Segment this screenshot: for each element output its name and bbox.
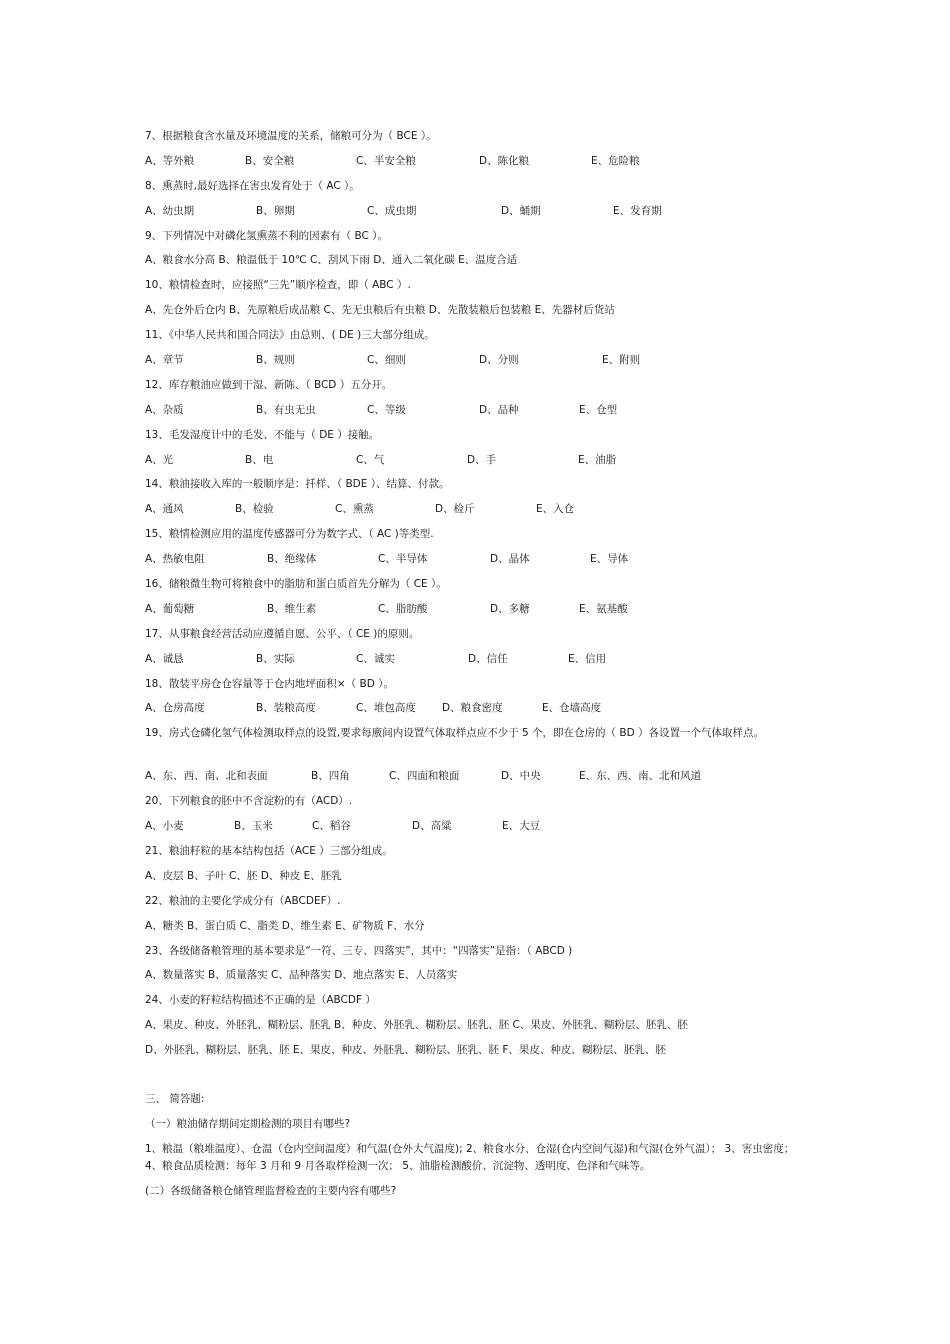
option-text: C、稻谷 — [312, 820, 351, 833]
option-text: B、玉米 — [234, 820, 273, 833]
options-row — [145, 402, 810, 419]
option-text: D、高粱 — [412, 820, 452, 833]
blank-line — [145, 750, 810, 768]
option-text: B、检验 — [235, 503, 274, 516]
text-line: A、糖类 B、蛋白质 C、脂类 D、维生素 E、矿物质 F、水分 — [145, 919, 425, 932]
text-line: 13、毛发湿度计中的毛发、不能与（ DE ）接触。 — [145, 428, 380, 441]
options-row — [145, 501, 810, 518]
option-text: E、仓型 — [579, 403, 618, 416]
option-text: C、四面和粮面 — [389, 770, 460, 783]
text-line: 18、散装平房仓仓容量等于仓内地坪面积×（ BD ）。 — [145, 677, 394, 690]
text-line: 21、粮油籽粒的基本结构包括（ACE ）三部分组成。 — [145, 844, 393, 857]
text-line: 17、从事粮食经营活动应遵循自愿、公平、（ CE )的原则。 — [145, 627, 420, 640]
option-text: A、章节 — [145, 354, 184, 367]
option-text: D、晶体 — [490, 553, 530, 566]
option-text: E、仓墙高度 — [542, 702, 602, 715]
options-row — [145, 768, 810, 785]
option-text: C、熏蒸 — [335, 503, 374, 516]
text-line: 24、小麦的籽粒结构描述不正确的是（ABCDF ） — [145, 994, 376, 1007]
option-text: A、热敏电阻 — [145, 553, 205, 566]
option-text: D、手 — [467, 453, 497, 466]
options-row — [145, 651, 810, 668]
text-line: 15、粮情检测应用的温度传感器可分为数字式、（ AC )等类型. — [145, 528, 434, 541]
option-text: D、粮食密度 — [442, 702, 503, 715]
option-text: C、半导体 — [378, 553, 428, 566]
option-text: E、油脂 — [578, 453, 617, 466]
options-row — [145, 700, 810, 717]
option-text: D、陈化粮 — [479, 154, 530, 167]
option-text: A、仓房高度 — [145, 702, 205, 715]
option-text: B、有虫无虫 — [256, 403, 316, 416]
option-text: A、小麦 — [145, 820, 184, 833]
option-text: B、实际 — [256, 652, 295, 665]
option-text: C、成虫期 — [367, 204, 417, 217]
text-line: A、数量落实 B、质量落实 C、品种落实 D、地点落实 E、人员落实 — [145, 969, 458, 982]
document-body — [145, 128, 810, 1208]
option-text: E、危险粮 — [591, 154, 640, 167]
text-line: (二）各级储备粮仓储管理监督检查的主要内容有哪些? — [145, 1184, 397, 1197]
option-text: C、气 — [356, 453, 385, 466]
text-line: D、外胚乳、糊粉层、胚乳、胚 E、果皮、种皮、外胚乳、糊粉层、胚乳、胚 F、果皮、种皮、糊粉层、胚乳、胚 — [145, 1044, 666, 1057]
option-text: E、导体 — [590, 553, 629, 566]
option-text: E、氨基酸 — [579, 602, 628, 615]
option-text: D、中央 — [501, 770, 541, 783]
text-line: 22、粮油的主要化学成分有（ABCDEF）. — [145, 894, 341, 907]
options-row — [145, 551, 810, 568]
option-text: B、卵期 — [256, 204, 295, 217]
option-text: E、信用 — [568, 652, 607, 665]
option-text: B、绝缘体 — [267, 553, 317, 566]
option-text: E、发育期 — [613, 204, 662, 217]
text-line: 16、储粮微生物可将粮食中的脂肪和蛋白质首先分解为（ CE ）。 — [145, 578, 447, 591]
option-text: D、检斤 — [435, 503, 475, 516]
option-text: A、诚恳 — [145, 652, 184, 665]
blank-line — [145, 1067, 810, 1091]
option-text: A、葡萄糖 — [145, 602, 195, 615]
options-row — [145, 818, 810, 835]
options-row — [145, 203, 810, 220]
option-text: B、安全粮 — [245, 154, 295, 167]
text-line: A、皮层 B、子叶 C、胚 D、种皮 E、胚乳 — [145, 869, 342, 882]
text-line: 三、 简答题: — [145, 1092, 205, 1105]
option-text: B、维生素 — [267, 602, 317, 615]
option-text: A、等外粮 — [145, 154, 195, 167]
option-text: A、幼虫期 — [145, 204, 195, 217]
text-line: 9、下列情况中对磷化氢熏蒸不利的因素有（ BC ）。 — [145, 229, 388, 242]
text-line: A、先仓外后仓内 B、先原粮后成品粮 C、先无虫粮后有虫粮 D、先散装粮后包装粮 E、先器材后货站 — [145, 304, 615, 317]
text-line: 19、房式仓磷化氢气体检测取样点的设置,要求每廒间内设置气体取样点应不少于 5 个，即在仓房的（ BD ）各设置一个气体取样点。 — [145, 727, 765, 740]
option-text: E、入仓 — [536, 503, 575, 516]
option-text: B、规则 — [256, 354, 295, 367]
option-text: C、诚实 — [356, 652, 395, 665]
option-text: A、杂质 — [145, 403, 184, 416]
option-text: E、大豆 — [502, 820, 541, 833]
option-text: D、分则 — [479, 354, 519, 367]
text-line: 14、粮油接收入库的一般顺序是：扦样、（ BDE ）、结算、付款。 — [145, 478, 450, 491]
options-row — [145, 153, 810, 170]
option-text: B、装粮高度 — [256, 702, 316, 715]
text-line: 20、下列粮食的胚中不含淀粉的有（ACD）. — [145, 795, 353, 808]
option-text: A、东、西、南、北和表面 — [145, 770, 268, 783]
answer-paragraph: 1、粮温（粮堆温度）、仓温（仓内空间温度）和气温(仓外大气温度); 2、粮食水分、仓湿(仓内空间气湿)和气湿(仓外气温）； 3、害虫密度； 4、粮食品质检测：每年 3 月和 9 月各取样检测一次； 5、油脂检测酸价、沉淀物、透明度、色泽和气味等。 — [145, 1142, 795, 1172]
option-text: C、半安全粮 — [356, 154, 416, 167]
option-text: A、光 — [145, 453, 174, 466]
text-line: 7、根据粮食含水量及环境温度的关系，储粮可分为（ BCE ）。 — [145, 130, 437, 142]
option-text: D、多糖 — [490, 602, 530, 615]
options-row — [145, 601, 810, 618]
text-line: 8、熏蒸时,最好选择在害虫发育处于（ AC ）。 — [145, 179, 360, 192]
options-row — [145, 352, 810, 369]
text-line: 10、粮情检查时，应接照“三先”顺序检查，即（ ABC ）. — [145, 279, 411, 292]
text-line: 11、《中华人民共和国合同法》由总则、( DE )三大部分组成。 — [145, 329, 435, 342]
option-text: B、四角 — [311, 770, 350, 783]
option-text: C、堆包高度 — [356, 702, 416, 715]
option-text: D、信任 — [468, 652, 508, 665]
option-text: B、电 — [245, 453, 274, 466]
option-text: C、细则 — [367, 354, 406, 367]
text-line: A、粮食水分高 B、粮温低于 10℃ C、刮风下雨 D、通入二氧化碳 E、温度合适 — [145, 254, 518, 267]
option-text: E、附则 — [602, 354, 641, 367]
option-text: C、脂肪酸 — [378, 602, 428, 615]
text-line: 12、库存粮油应做到干湿、新陈、（ BCD ）五分开。 — [145, 378, 393, 391]
option-text: D、蛹期 — [501, 204, 541, 217]
option-text: D、品种 — [479, 403, 519, 416]
text-line: A、果皮、种皮、外胚乳、糊粉层、胚乳 B、种皮、外胚乳、糊粉层、胚乳、胚 C、果皮、外胚乳、糊粉层、胚乳、胚 — [145, 1019, 688, 1032]
option-text: A、通风 — [145, 503, 184, 516]
option-text: E、东、西、南、北和风道 — [579, 770, 702, 783]
text-line: 23、各级储备粮管理的基本要求是“一符、三专、四落实”，其中：“四落实”是指：（ ABCD ) — [145, 944, 573, 957]
options-row — [145, 452, 810, 469]
text-line: （一）粮油储存期间定期检测的项目有哪些? — [145, 1117, 351, 1130]
option-text: C、等级 — [367, 403, 406, 416]
